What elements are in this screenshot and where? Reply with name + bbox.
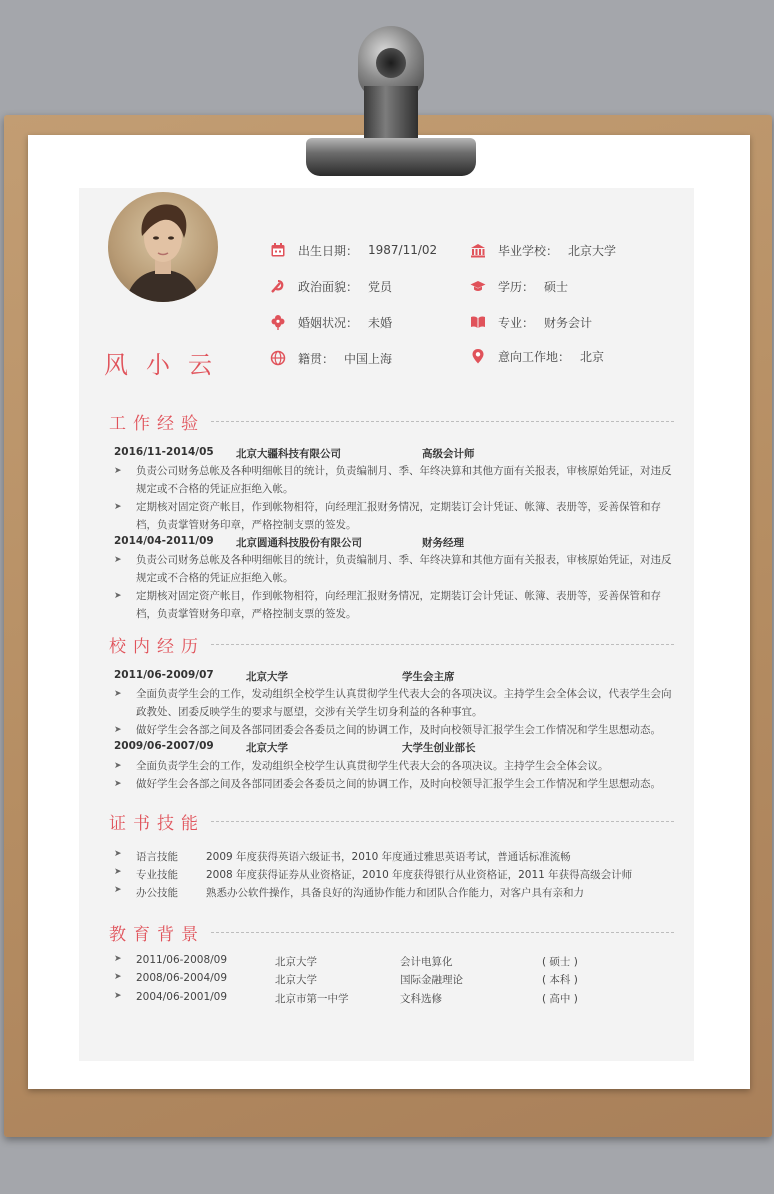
work-entry-header: 2016/11-2014/05 北京大疆科技有限公司 高级会计师 [114, 446, 475, 460]
arrow-right-icon: ➤ [114, 954, 122, 964]
skill-row: ➤ 办公技能 熟悉办公软件操作，具备良好的沟通协作能力和团队合作能力，对客户具有亲和力 [114, 885, 584, 899]
clip-base [306, 138, 476, 176]
graduation-cap-icon [470, 278, 486, 294]
arrow-right-icon: ➤ [114, 991, 122, 1001]
arrow-right-icon: ➤ [114, 466, 122, 476]
globe-icon [270, 350, 286, 366]
education-row: ➤ 2008/06-2004/09 北京大学 国际金融理论 ( 本科 ) [114, 972, 578, 986]
section-title: 校内经历 [109, 636, 205, 657]
section-divider [211, 821, 674, 822]
book-icon [470, 314, 486, 330]
arrow-right-icon: ➤ [114, 885, 122, 895]
campus-bullet: ➤ 做好学生会各部之间及各部同团委会各委员之间的协调工作，及时向校领导汇报学生会工作情况和学生思想动态。 [114, 721, 674, 739]
party-emblem-icon [270, 278, 286, 294]
skill-row: ➤ 专业技能 2008 年度获得证券从业资格证，2010 年度获得银行从业资格证，2011 年获得高级会计师 [114, 867, 633, 881]
info-school: 毕业学校： 北京大学 [470, 240, 616, 260]
campus-entry-header: 2009/06-2007/09 北京大学 大学生创业部长 [114, 740, 476, 754]
info-political-status: 政治面貌： 党员 [270, 276, 392, 296]
section-divider [211, 644, 674, 645]
skill-row: ➤ 语言技能 2009 年度获得英语六级证书，2010 年度通过雅思英语考试，普通话标准流畅 [114, 849, 571, 863]
section-divider [211, 421, 674, 422]
education-row: ➤ 2004/06-2001/09 北京市第一中学 文科选修 ( 高中 ) [114, 991, 578, 1005]
info-birth-date: 出生日期： 1987/11/02 [270, 240, 437, 260]
info-marital-status: 婚姻状况： 未婚 [270, 312, 392, 332]
campus-bullet: ➤ 全面负责学生会的工作，发动组织全校学生认真贯彻学生代表大会的各项决议。主持学生会全体会议。 [114, 757, 674, 775]
arrow-right-icon: ➤ [114, 725, 122, 735]
binder-clip [306, 26, 476, 176]
avatar [108, 192, 218, 302]
section-education [109, 920, 674, 944]
arrow-right-icon: ➤ [114, 555, 122, 565]
arrow-right-icon: ➤ [114, 689, 122, 699]
work-bullet: ➤ 负责公司财务总帐及各种明细帐目的统计，负责编制月、季、年终决算和其他方面有关报表，审核原始凭证，对违反规定或不合格的凭证应拒绝入帐。 [114, 551, 674, 587]
arrow-right-icon: ➤ [114, 502, 122, 512]
work-bullet: ➤ 负责公司财务总帐及各种明细帐目的统计，负责编制月、季、年终决算和其他方面有关报表，审核原始凭证，对违反规定或不合格的凭证应拒绝入帐。 [114, 462, 674, 498]
work-entry-header: 2014/04-2011/09 北京圆通科技股份有限公司 财务经理 [114, 535, 464, 549]
work-bullet: ➤ 定期核对固定资产帐目，作到帐物相符，向经理汇报财务情况，定期装订会计凭证、帐簿、表册等，妥善保管和存档，负责掌管财务印章，严格控制支票的签发。 [114, 587, 674, 623]
info-major: 专业： 财务会计 [470, 312, 592, 332]
location-pin-icon [470, 348, 486, 364]
arrow-right-icon: ➤ [114, 867, 122, 877]
flower-icon [270, 314, 286, 330]
arrow-right-icon: ➤ [114, 972, 122, 982]
info-preferred-location: 意向工作地： 北京 [470, 346, 604, 366]
campus-bullet: ➤ 全面负责学生会的工作，发动组织全校学生认真贯彻学生代表大会的各项决议。主持学生会全体会议，代表学生会向政教处、团委反映学生的要求与愿望，交涉有关学生切身利益的各种事宜。 [114, 685, 674, 721]
info-degree: 学历： 硕士 [470, 276, 568, 296]
candidate-name: 风小云 [104, 351, 230, 379]
info-native-place: 籍贯： 中国上海 [270, 348, 392, 368]
arrow-right-icon: ➤ [114, 849, 122, 859]
work-bullet: ➤ 定期核对固定资产帐目，作到帐物相符，向经理汇报财务情况，定期装订会计凭证、帐簿、表册等，妥善保管和存档，负责掌管财务印章，严格控制支票的签发。 [114, 498, 674, 534]
section-title: 教育背景 [109, 924, 205, 945]
section-title: 证书技能 [109, 813, 205, 834]
section-title: 工作经验 [109, 413, 205, 434]
arrow-right-icon: ➤ [114, 779, 122, 789]
section-skills [109, 809, 674, 833]
section-campus-experience [109, 632, 674, 656]
calendar-icon [270, 242, 286, 258]
arrow-right-icon: ➤ [114, 591, 122, 601]
campus-bullet: ➤ 做好学生会各部之间及各部同团委会各委员之间的协调工作，及时向校领导汇报学生会工作情况和学生思想动态。 [114, 775, 674, 793]
section-work-experience [109, 409, 674, 433]
education-row: ➤ 2011/06-2008/09 北京大学 会计电算化 ( 硕士 ) [114, 954, 578, 968]
arrow-right-icon: ➤ [114, 761, 122, 771]
campus-entry-header: 2011/06-2009/07 北京大学 学生会主席 [114, 669, 455, 683]
section-divider [211, 932, 674, 933]
school-building-icon [470, 242, 486, 258]
